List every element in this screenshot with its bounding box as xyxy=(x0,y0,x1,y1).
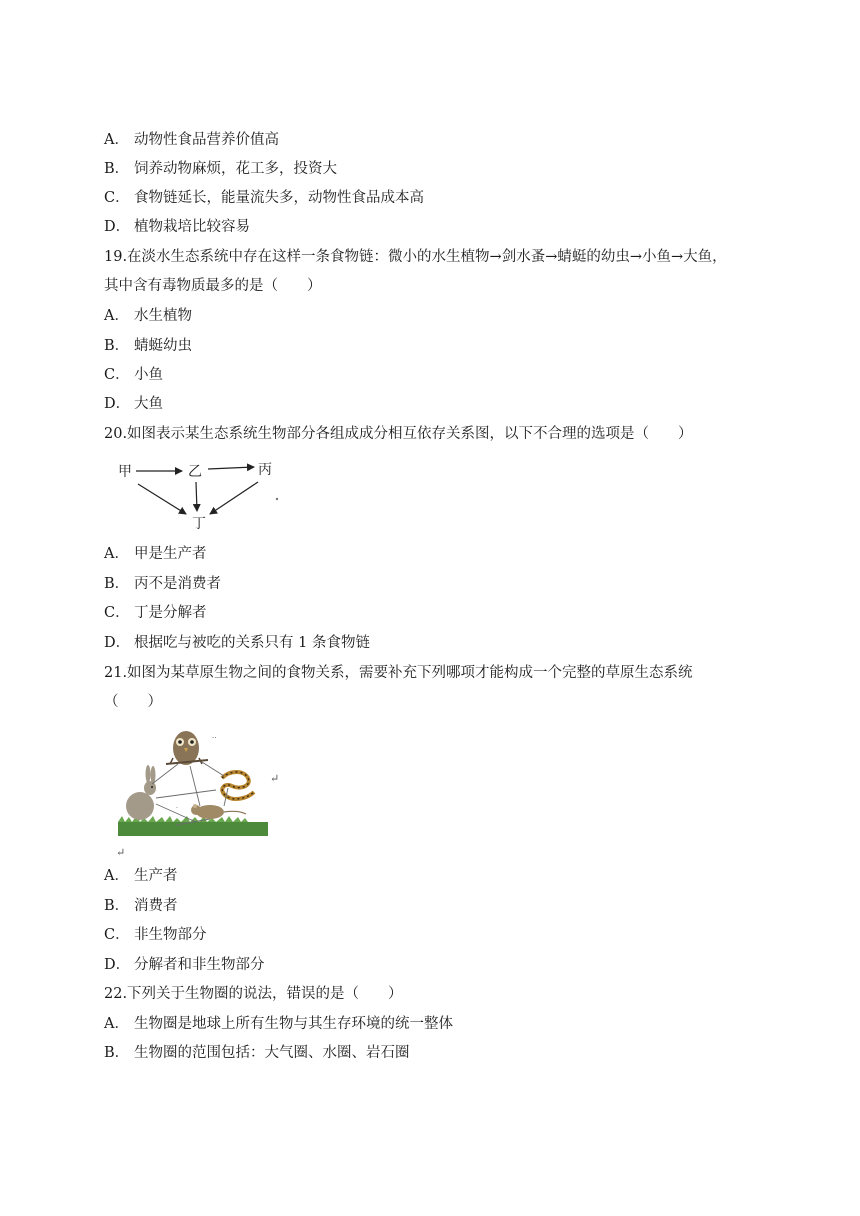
option-letter: B． xyxy=(104,1045,130,1061)
q19-option-d xyxy=(104,394,163,414)
option-letter: A． xyxy=(104,132,129,148)
option-text: 食物链延长，能量流失多，动物性食品成本高 xyxy=(134,190,424,206)
option-letter: C． xyxy=(104,605,130,621)
option-text: 甲是生产者 xyxy=(134,546,207,562)
option-letter: B． xyxy=(104,338,130,354)
q20-option-b xyxy=(104,574,221,594)
option-letter: B． xyxy=(104,161,130,177)
option-text: 蜻蜓幼虫 xyxy=(134,338,192,354)
q20-relation-diagram xyxy=(116,456,286,532)
q20-stem: 20.如图表示某生态系统生物部分各组成成分相互依存关系图，以下不合理的选项是（ ） xyxy=(104,426,693,442)
option-text: 根据吃与被吃的关系只有 1 条食物链 xyxy=(134,635,370,651)
option-text: 非生物部分 xyxy=(134,927,207,943)
q21-option-d xyxy=(104,955,265,975)
q22-option-b xyxy=(104,1043,410,1063)
node-ding: 丁 xyxy=(192,516,206,532)
option-letter: D． xyxy=(104,635,131,651)
arrow-jia-ding xyxy=(138,484,186,514)
option-letter: D． xyxy=(104,957,131,973)
option-text: 植物栽培比较容易 xyxy=(134,219,250,235)
q20-option-c xyxy=(104,603,207,623)
food-web-svg xyxy=(116,726,286,838)
q20-option-d xyxy=(104,633,370,653)
option-letter: A． xyxy=(104,308,129,324)
q21-stem-line2: （ ） xyxy=(104,694,162,710)
arrow-yi-bing xyxy=(208,467,254,469)
arrow-bing-ding xyxy=(210,482,258,514)
owl-label-mark: ·· xyxy=(212,734,217,742)
stray-dot xyxy=(276,498,278,500)
node-yi: 乙 xyxy=(188,464,202,480)
q21-stem-line1: 21.如图为某草原生物之间的食物关系，需要补充下列哪项才能构成一个完整的草原生态系统 xyxy=(104,665,693,681)
option-text: 大鱼 xyxy=(134,396,163,412)
option-text: 丙不是消费者 xyxy=(134,576,221,592)
option-letter: C． xyxy=(104,367,130,383)
return-mark-icon: ↵ xyxy=(116,846,126,859)
option-text: 分解者和非生物部分 xyxy=(134,957,265,973)
relation-diagram-svg xyxy=(116,456,286,532)
option-text: 丁是分解者 xyxy=(134,605,207,621)
q19-stem-line1: 19.在淡水生态系统中存在这样一条食物链：微小的水生植物→剑水蚤→蜻蜓的幼虫→小鱼→大鱼， xyxy=(104,249,727,265)
q21-option-c xyxy=(104,925,207,945)
option-text: 生产者 xyxy=(134,868,178,884)
arrow-mark: · xyxy=(176,805,178,812)
option-text: 动物性食品营养价值高 xyxy=(134,132,279,148)
mouse-icon xyxy=(191,804,246,819)
option-letter: C． xyxy=(104,927,130,943)
option-letter: C． xyxy=(104,190,130,206)
q22-option-a xyxy=(104,1014,453,1034)
q21-option-a xyxy=(104,866,178,886)
option-text: 生物圈是地球上所有生物与其生存环境的统一整体 xyxy=(134,1016,453,1032)
q18-option-b xyxy=(104,159,337,179)
option-letter: B． xyxy=(104,576,130,592)
option-text: 小鱼 xyxy=(134,367,163,383)
grass-strip xyxy=(118,822,268,836)
q18-option-a xyxy=(104,130,279,150)
return-mark-icon: ↵ xyxy=(270,772,280,785)
owl-icon xyxy=(166,731,208,765)
node-bing: 丙 xyxy=(258,462,272,478)
option-text: 生物圈的范围包括：大气圈、水圈、岩石圈 xyxy=(134,1045,410,1061)
arrow-yi-ding xyxy=(196,482,197,511)
option-letter: B． xyxy=(104,898,130,914)
option-letter: A． xyxy=(104,1016,129,1032)
node-jia: 甲 xyxy=(118,464,132,480)
option-letter: D． xyxy=(104,396,131,412)
q20-option-a xyxy=(104,544,207,564)
q19-stem-line2: 其中含有毒物质最多的是（ ） xyxy=(104,278,322,294)
option-text: 消费者 xyxy=(134,898,178,914)
q19-option-c xyxy=(104,365,163,385)
option-text: 水生植物 xyxy=(134,308,192,324)
q19-option-b xyxy=(104,336,192,356)
option-letter: D． xyxy=(104,219,131,235)
q18-option-d xyxy=(104,217,250,237)
rabbit-icon xyxy=(126,765,156,820)
q21-option-b xyxy=(104,896,178,916)
q18-option-c xyxy=(104,188,424,208)
option-letter: A． xyxy=(104,546,129,562)
option-letter: A． xyxy=(104,868,129,884)
q19-option-a xyxy=(104,306,192,326)
q22-stem: 22.下列关于生物圈的说法，错误的是（ ） xyxy=(104,986,403,1002)
q21-grassland-food-web-image xyxy=(116,726,286,838)
option-text: 饲养动物麻烦，花工多，投资大 xyxy=(134,161,337,177)
